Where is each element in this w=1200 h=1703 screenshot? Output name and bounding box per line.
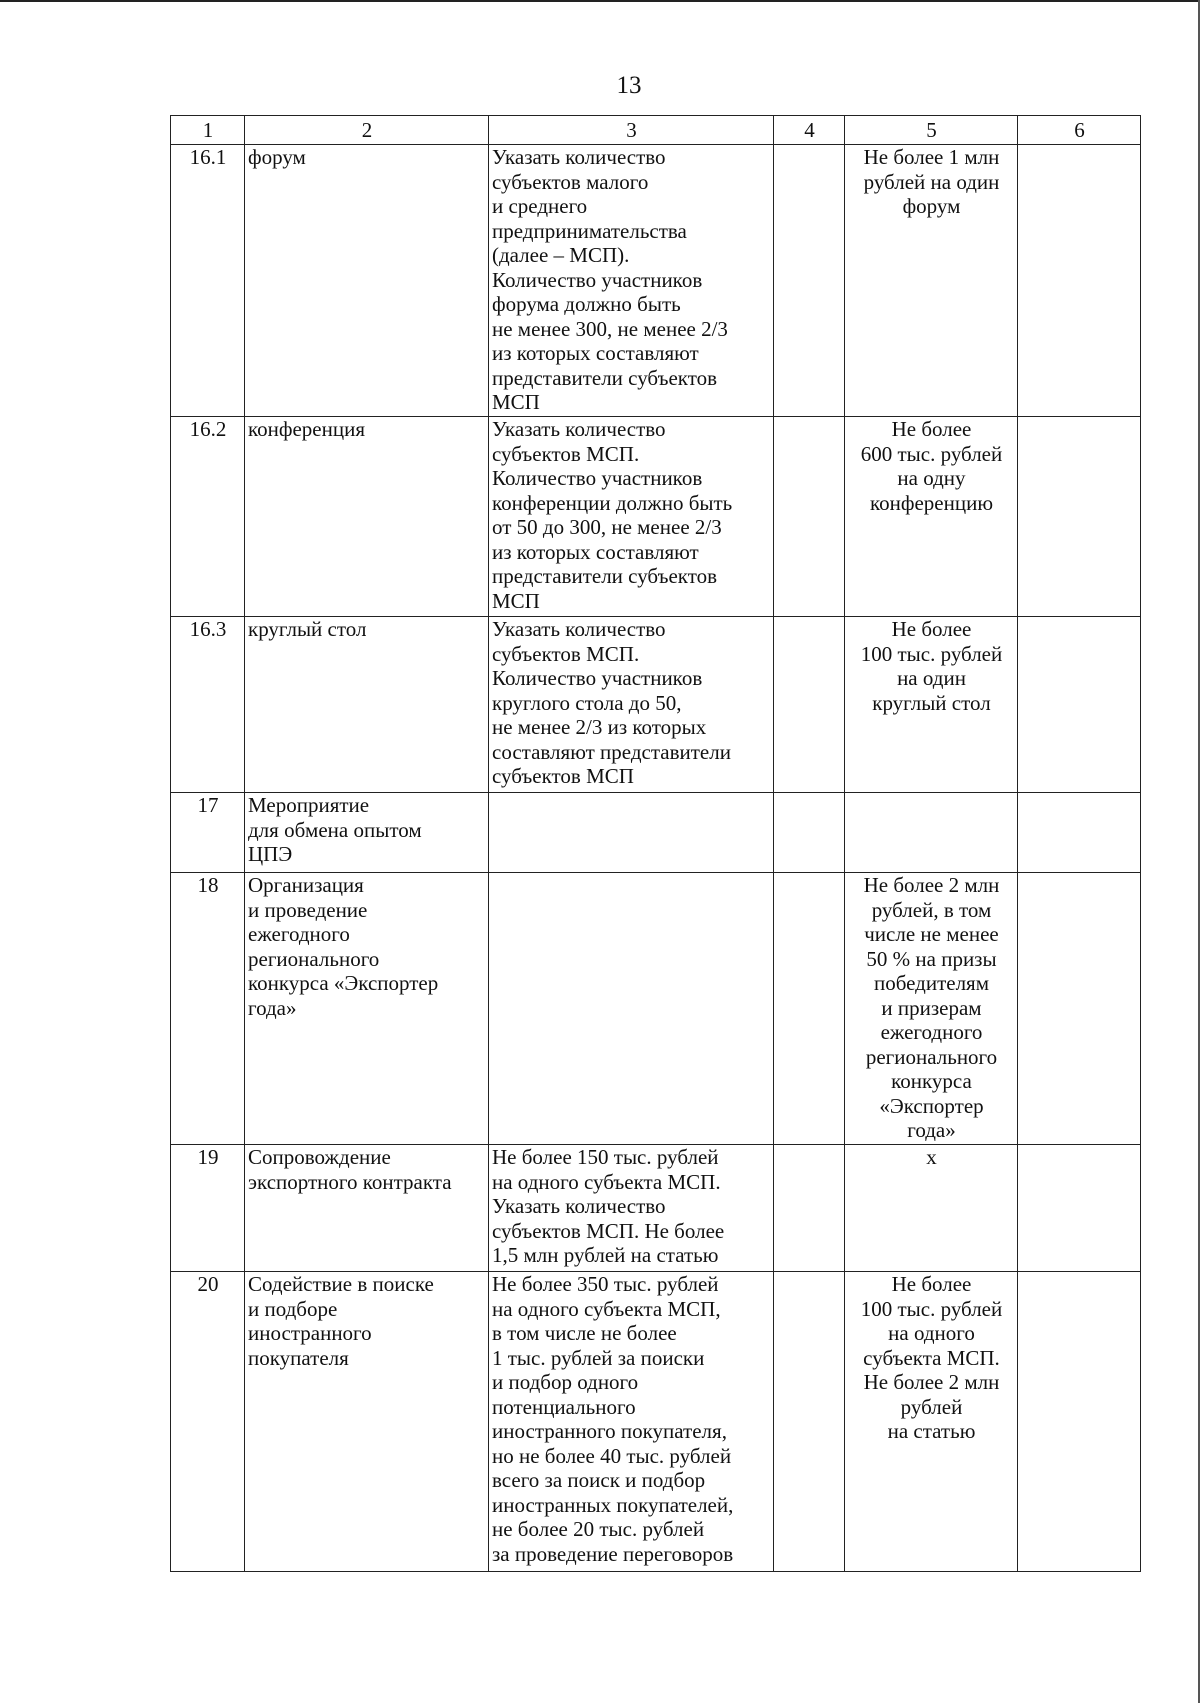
header-col-5: 5	[845, 116, 1018, 145]
row-col4	[774, 617, 845, 793]
row-col4	[774, 793, 845, 873]
page-number: 13	[616, 72, 642, 99]
row-description	[489, 873, 774, 1145]
row-col5: Не более 100 тыс. рублей на один круглый стол	[845, 617, 1018, 793]
row-name: Содействие в поиске и подборе иностранного покупателя	[245, 1272, 489, 1572]
row-description: Указать количество субъектов малого и среднего предпринимательства (далее – МСП). Количество участников форума должно быть не менее 300, не менее 2/3 из которых составляют представители субъектов МСП	[489, 145, 774, 417]
row-number: 17	[171, 793, 245, 873]
row-col4	[774, 1272, 845, 1572]
row-col6	[1018, 617, 1141, 793]
row-description: Не более 150 тыс. рублей на одного субъекта МСП. Указать количество субъектов МСП. Не более 1,5 млн рублей на статью	[489, 1145, 774, 1272]
row-col6	[1018, 1272, 1141, 1572]
row-col6	[1018, 145, 1141, 417]
row-number: 20	[171, 1272, 245, 1572]
row-col5: х	[845, 1145, 1018, 1272]
row-name: Организация и проведение ежегодного регионального конкурса «Экспортер года»	[245, 873, 489, 1145]
document-table	[170, 115, 1141, 1572]
row-col5: Не более 2 млн рублей, в том числе не менее 50 % на призы победителям и призерам ежегодного регионального конкурса «Экспортер года»	[845, 873, 1018, 1145]
header-col-6: 6	[1018, 116, 1141, 145]
table-header-row	[171, 116, 1141, 145]
row-name: Сопровождение экспортного контракта	[245, 1145, 489, 1272]
table-row	[171, 793, 1141, 873]
row-number: 19	[171, 1145, 245, 1272]
table-row	[171, 1145, 1141, 1272]
row-number: 16.2	[171, 417, 245, 617]
header-col-3: 3	[489, 116, 774, 145]
row-name: Мероприятие для обмена опытом ЦПЭ	[245, 793, 489, 873]
row-col5	[845, 793, 1018, 873]
row-col4	[774, 1145, 845, 1272]
header-col-2: 2	[245, 116, 489, 145]
header-col-4: 4	[774, 116, 845, 145]
row-description: Указать количество субъектов МСП. Количество участников круглого стола до 50, не менее 2/3 из которых составляют представители субъектов МСП	[489, 617, 774, 793]
table-row	[171, 1272, 1141, 1572]
row-description: Не более 350 тыс. рублей на одного субъекта МСП, в том числе не более 1 тыс. рублей за поиски и подбор одного потенциального иностранного покупателя, но не более 40 тыс. рублей всего за поиск и подбор иностранных покупателей, не более 20 тыс. рублей за проведение переговоров	[489, 1272, 774, 1572]
row-description	[489, 793, 774, 873]
row-description: Указать количество субъектов МСП. Количество участников конференции должно быть от 50 до 300, не менее 2/3 из которых составляют представители субъектов МСП	[489, 417, 774, 617]
row-col4	[774, 417, 845, 617]
table-row	[171, 617, 1141, 793]
row-name: круглый стол	[245, 617, 489, 793]
page-top-border	[0, 0, 1200, 2]
table-row	[171, 145, 1141, 417]
row-col5: Не более 600 тыс. рублей на одну конференцию	[845, 417, 1018, 617]
row-col6	[1018, 873, 1141, 1145]
table-row	[171, 873, 1141, 1145]
row-number: 16.3	[171, 617, 245, 793]
table-row	[171, 417, 1141, 617]
row-col6	[1018, 793, 1141, 873]
row-col4	[774, 145, 845, 417]
header-col-1: 1	[171, 116, 245, 145]
row-name: форум	[245, 145, 489, 417]
row-col4	[774, 873, 845, 1145]
row-col6	[1018, 1145, 1141, 1272]
row-col5: Не более 1 млн рублей на один форум	[845, 145, 1018, 417]
row-name: конференция	[245, 417, 489, 617]
row-col6	[1018, 417, 1141, 617]
row-number: 16.1	[171, 145, 245, 417]
row-col5: Не более 100 тыс. рублей на одного субъекта МСП. Не более 2 млн рублей на статью	[845, 1272, 1018, 1572]
row-number: 18	[171, 873, 245, 1145]
